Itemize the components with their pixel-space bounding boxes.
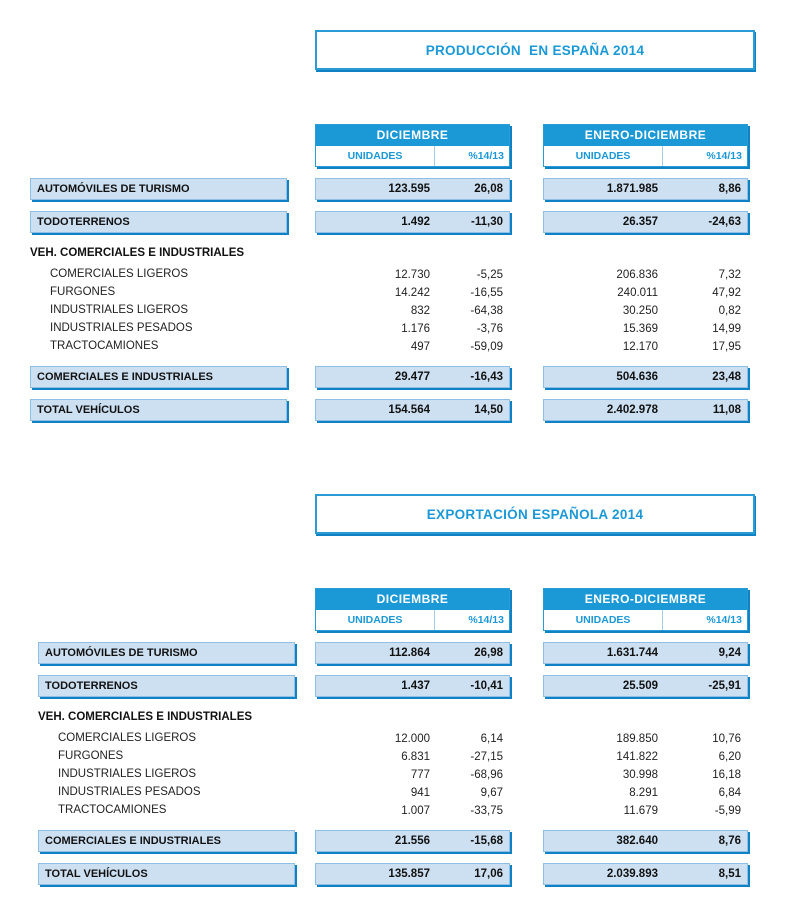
december-cell [315, 765, 510, 785]
december-cell [315, 366, 510, 388]
row-label: INDUSTRIALES PESADOS [50, 322, 193, 334]
ytd-cell [543, 283, 748, 303]
december-cell [315, 863, 510, 885]
units-header: UNIDADES [316, 610, 435, 630]
section-label: VEH. COMERCIALES E INDUSTRIALES [30, 247, 245, 259]
dec-units-value: 1.437 [401, 680, 430, 692]
dec-units-value: 497 [410, 341, 430, 353]
units-header: UNIDADES [316, 146, 435, 166]
ytd-pct-value: -24,63 [708, 216, 741, 228]
ytd-cell [543, 642, 748, 664]
ytd-cell [543, 783, 748, 803]
december-cell [315, 783, 510, 803]
dec-units-value: 14.242 [394, 287, 430, 299]
december-cell [315, 265, 510, 285]
column-group-header: DICIEMBRE [316, 589, 509, 610]
ytd-units-value: 30.250 [622, 305, 658, 317]
row-label: FURGONES [50, 286, 116, 298]
ytd-cell [543, 265, 748, 285]
dec-pct-value: -16,43 [470, 371, 503, 383]
ytd-cell [543, 178, 748, 200]
ytd-units-value: 15.369 [622, 323, 658, 335]
dec-units-value: 941 [410, 787, 430, 799]
dec-units-value: 6.831 [401, 751, 430, 763]
table-row [0, 337, 806, 355]
ytd-units-value: 189.850 [616, 733, 658, 745]
dec-units-value: 112.864 [389, 647, 430, 659]
pct-header: %14/13 [706, 614, 742, 626]
ytd-pct-value: 9,24 [718, 647, 741, 659]
ytd-units-value: 141.822 [616, 751, 658, 763]
ytd-units-value: 1.871.985 [606, 183, 658, 195]
column-group-header: ENERO-DICIEMBRE [544, 125, 747, 146]
dec-pct-value: -59,09 [470, 341, 503, 353]
ytd-units-value: 206.836 [616, 269, 658, 281]
row-label: TODOTERRENOS [30, 211, 287, 233]
december-cell [315, 642, 510, 664]
ytd-pct-value: -25,91 [708, 680, 741, 692]
ytd-units-value: 2.402.978 [606, 404, 658, 416]
ytd-units-value: 26.357 [622, 216, 658, 228]
dec-pct-value: -33,75 [470, 805, 503, 817]
dec-pct-value: -64,38 [470, 305, 503, 317]
dec-pct-value: 14,50 [474, 404, 503, 416]
ytd-units-value: 2.039.893 [606, 868, 658, 880]
ytd-units-value: 8.291 [629, 787, 658, 799]
december-cell [315, 337, 510, 357]
dec-units-value: 1.492 [401, 216, 430, 228]
dec-units-value: 1.176 [401, 323, 430, 335]
ytd-units-value: 504.636 [616, 371, 658, 383]
dec-units-value: 777 [410, 769, 430, 781]
ytd-pct-value: 8,86 [718, 183, 741, 195]
december-cell [315, 178, 510, 200]
ytd-pct-value: 23,48 [712, 371, 741, 383]
section-label: VEH. COMERCIALES E INDUSTRIALES [38, 711, 253, 723]
row-label: COMERCIALES LIGEROS [58, 732, 197, 744]
table-title: PRODUCCIÓN EN ESPAÑA 2014 [425, 42, 645, 58]
ytd-cell [543, 765, 748, 785]
december-cell [315, 211, 510, 233]
dec-pct-value: -10,41 [470, 680, 503, 692]
ytd-cell [543, 319, 748, 339]
dec-pct-value: -27,15 [470, 751, 503, 763]
row-label: INDUSTRIALES PESADOS [58, 786, 201, 798]
table-row [0, 675, 806, 697]
units-header: UNIDADES [544, 146, 663, 166]
ytd-pct-value: 7,32 [718, 269, 741, 281]
dec-pct-value: -16,55 [470, 287, 503, 299]
ytd-pct-value: 0,82 [718, 305, 741, 317]
row-label: TRACTOCAMIONES [58, 804, 167, 816]
table-row [0, 366, 806, 388]
table-rows [0, 642, 806, 885]
december-cell [315, 301, 510, 321]
ytd-pct-value: 8,51 [718, 868, 741, 880]
table-row [0, 863, 806, 885]
column-headers [0, 124, 806, 167]
table-row [0, 283, 806, 301]
row-label: INDUSTRIALES LIGEROS [58, 768, 197, 780]
export-title-box [315, 494, 755, 534]
production-title-box [315, 30, 755, 70]
subheader-row [316, 146, 509, 166]
row-label: INDUSTRIALES LIGEROS [50, 304, 189, 316]
dec-units-value: 135.857 [388, 868, 430, 880]
ytd-units-value: 382.640 [616, 835, 658, 847]
ytd-cell [543, 337, 748, 357]
ytd-units-value: 11.679 [623, 805, 658, 817]
ytd-pct-value: 16,18 [712, 769, 741, 781]
dec-pct-value: 6,14 [480, 733, 503, 745]
production-table [0, 30, 806, 421]
pct-header: %14/13 [706, 150, 742, 162]
december-cell [315, 801, 510, 821]
subheader-row [544, 146, 747, 166]
row-label: FURGONES [58, 750, 124, 762]
section-row [0, 710, 806, 724]
ytd-cell [543, 366, 748, 388]
dec-units-value: 12.730 [394, 269, 430, 281]
dec-pct-value: 17,06 [474, 868, 503, 880]
pct-header: %14/13 [468, 150, 504, 162]
ytd-pct-value: 14,99 [712, 323, 741, 335]
export-table [0, 494, 806, 885]
december-column-group [315, 124, 510, 167]
column-group-header: ENERO-DICIEMBRE [544, 589, 747, 610]
ytd-pct-value: 17,95 [712, 341, 741, 353]
ytd-cell [543, 301, 748, 321]
dec-units-value: 154.564 [388, 404, 430, 416]
column-headers [0, 588, 806, 631]
dec-pct-value: -68,96 [470, 769, 503, 781]
ytd-units-value: 12.170 [622, 341, 658, 353]
ytd-column-group [543, 588, 748, 631]
december-cell [315, 830, 510, 852]
december-column-group [315, 588, 510, 631]
table-row [0, 765, 806, 783]
table-row [0, 399, 806, 421]
ytd-pct-value: -5,99 [714, 805, 741, 817]
table-row [0, 642, 806, 664]
pct-header: %14/13 [468, 614, 504, 626]
dec-pct-value: -5,25 [476, 269, 503, 281]
table-row [0, 211, 806, 233]
column-group-header: DICIEMBRE [316, 125, 509, 146]
table-row [0, 265, 806, 283]
table-row [0, 830, 806, 852]
december-cell [315, 319, 510, 339]
ytd-units-value: 25.509 [622, 680, 658, 692]
row-label: TOTAL VEHÍCULOS [38, 863, 295, 885]
ytd-pct-value: 8,76 [718, 835, 741, 847]
row-label: COMERCIALES LIGEROS [50, 268, 189, 280]
ytd-units-value: 30.998 [622, 769, 658, 781]
row-label: AUTOMÓVILES DE TURISMO [30, 178, 287, 200]
dec-pct-value: 26,98 [474, 647, 503, 659]
ytd-cell [543, 747, 748, 767]
december-cell [315, 747, 510, 767]
dec-units-value: 123.595 [388, 183, 430, 195]
ytd-cell [543, 830, 748, 852]
table-row [0, 783, 806, 801]
row-label: TODOTERRENOS [38, 675, 295, 697]
units-header: UNIDADES [544, 610, 663, 630]
ytd-units-value: 1.631.744 [606, 647, 658, 659]
ytd-pct-value: 6,20 [718, 751, 741, 763]
table-row [0, 301, 806, 319]
ytd-column-group [543, 124, 748, 167]
dec-pct-value: 9,67 [480, 787, 503, 799]
ytd-pct-value: 6,84 [718, 787, 741, 799]
ytd-pct-value: 10,76 [712, 733, 741, 745]
dec-units-value: 29.477 [394, 371, 430, 383]
row-label: COMERCIALES E INDUSTRIALES [30, 366, 287, 388]
dec-units-value: 832 [410, 305, 430, 317]
table-row [0, 319, 806, 337]
december-cell [315, 675, 510, 697]
ytd-cell [543, 211, 748, 233]
section-row [0, 246, 806, 260]
table-row [0, 729, 806, 747]
row-label: AUTOMÓVILES DE TURISMO [38, 642, 295, 664]
dec-pct-value: -3,76 [476, 323, 503, 335]
table-row [0, 801, 806, 819]
dec-pct-value: 26,08 [474, 183, 503, 195]
ytd-units-value: 240.011 [617, 287, 658, 299]
row-label: TOTAL VEHÍCULOS [30, 399, 287, 421]
ytd-pct-value: 47,92 [712, 287, 741, 299]
subheader-row [544, 610, 747, 630]
dec-pct-value: -11,30 [471, 216, 503, 228]
table-title: EXPORTACIÓN ESPAÑOLA 2014 [426, 506, 644, 522]
table-row [0, 747, 806, 765]
december-cell [315, 283, 510, 303]
ytd-cell [543, 399, 748, 421]
december-cell [315, 399, 510, 421]
ytd-cell [543, 801, 748, 821]
ytd-cell [543, 675, 748, 697]
dec-units-value: 21.556 [394, 835, 430, 847]
ytd-cell [543, 729, 748, 749]
table-rows [0, 178, 806, 421]
dec-pct-value: -15,68 [470, 835, 503, 847]
ytd-cell [543, 863, 748, 885]
ytd-pct-value: 11,08 [712, 404, 741, 416]
subheader-row [316, 610, 509, 630]
dec-units-value: 12.000 [394, 733, 430, 745]
row-label: COMERCIALES E INDUSTRIALES [38, 830, 295, 852]
table-row [0, 178, 806, 200]
december-cell [315, 729, 510, 749]
dec-units-value: 1.007 [401, 805, 430, 817]
row-label: TRACTOCAMIONES [50, 340, 159, 352]
